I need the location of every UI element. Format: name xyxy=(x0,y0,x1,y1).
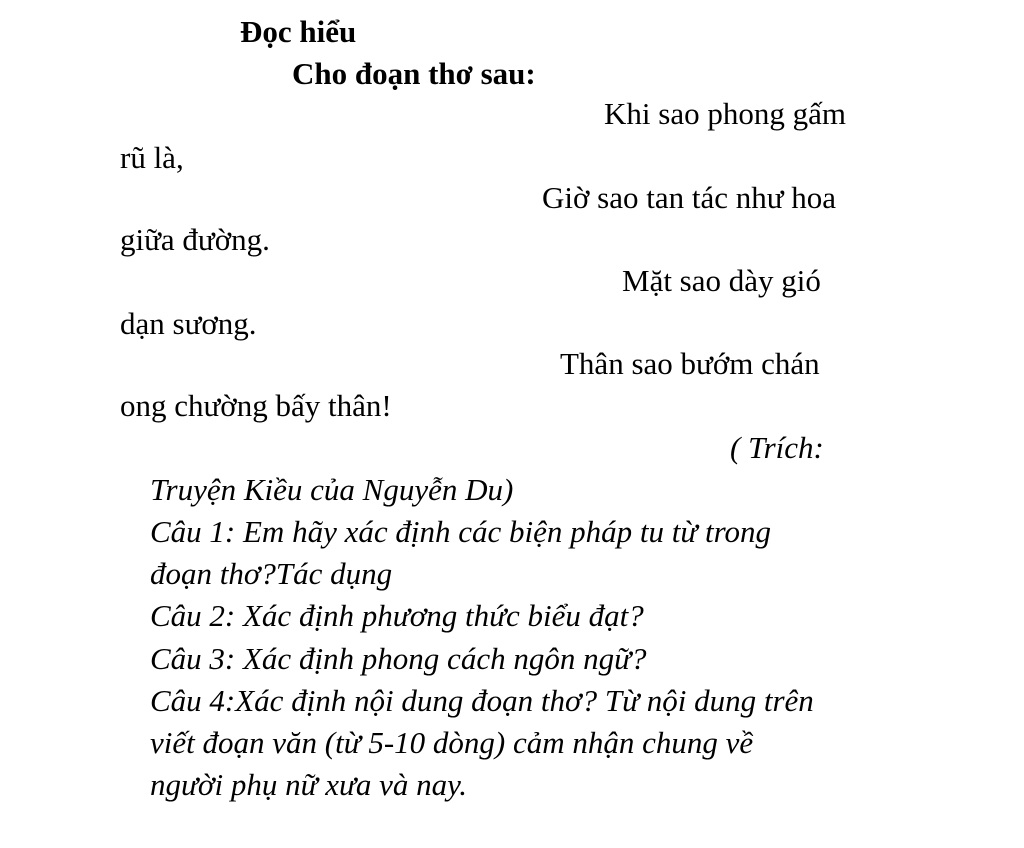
poem-line-3: Mặt sao dày gió xyxy=(622,263,821,298)
poem-line-4-wrap: ong chường bấy thân! xyxy=(120,388,392,423)
poem-line-3-wrap: dạn sương. xyxy=(120,306,257,341)
question-4-final: người phụ nữ xưa và nay. xyxy=(150,767,467,802)
poem-line-2-wrap: giữa đường. xyxy=(120,222,270,257)
citation-source: Truyện Kiều của Nguyễn Du) xyxy=(150,472,514,507)
question-1: Câu 1: Em hãy xác định các biện pháp tu từ trong xyxy=(150,514,772,549)
question-1-continued: đoạn thơ?Tác dụng xyxy=(150,556,393,591)
question-2: Câu 2: Xác định phương thức biểu đạt? xyxy=(150,598,644,633)
prompt: Cho đoạn thơ sau: xyxy=(292,56,536,91)
citation-open: ( Trích: xyxy=(730,430,824,465)
poem-line-1-wrap: rũ là, xyxy=(120,140,184,175)
poem-line-4: Thân sao bướm chán xyxy=(560,346,820,381)
question-4-continued: viết đoạn văn (từ 5-10 dòng) cảm nhận chung về xyxy=(150,725,754,760)
question-4: Câu 4:Xác định nội dung đoạn thơ? Từ nội dung trên xyxy=(150,683,814,718)
poem-line-1: Khi sao phong gấm xyxy=(604,96,846,131)
poem-line-2: Giờ sao tan tác như hoa xyxy=(542,180,837,215)
heading: Đọc hiểu xyxy=(240,14,357,49)
question-3: Câu 3: Xác định phong cách ngôn ngữ? xyxy=(150,641,647,676)
